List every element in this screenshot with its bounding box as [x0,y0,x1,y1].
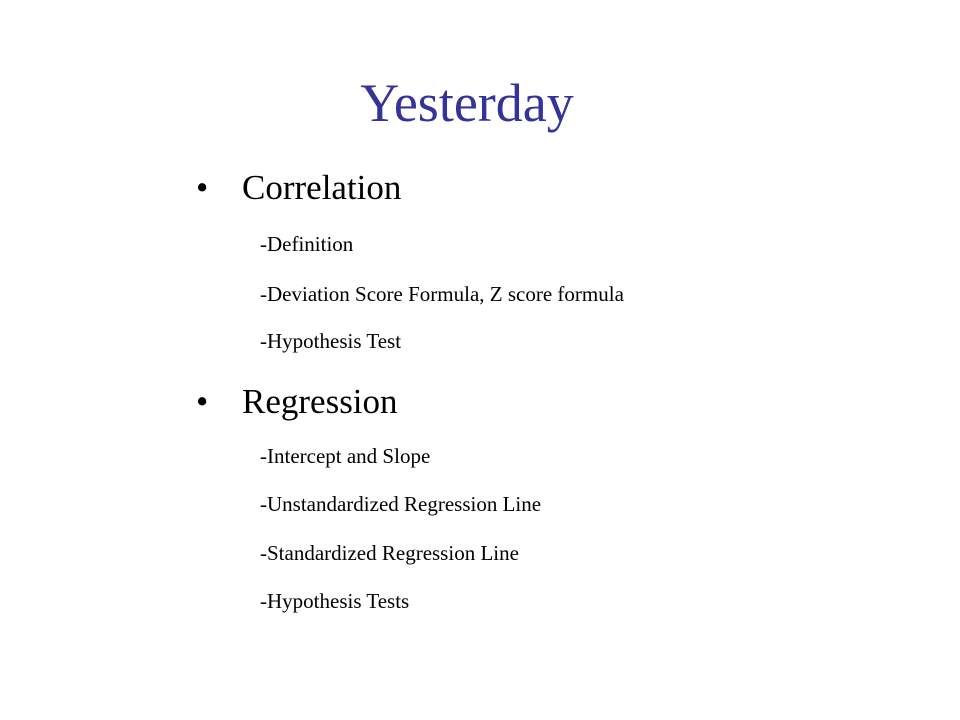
subitem-unstandardized-regression-line: -Unstandardized Regression Line [260,492,542,516]
bullet-heading: Correlation [242,168,402,207]
subitem-standardized-regression-line: -Standardized Regression Line [260,541,519,565]
subitem-intercept-and-slope: -Intercept and Slope [260,444,431,468]
bullet-marker: • [196,382,209,421]
bullet-marker: • [196,168,209,207]
subitem-hypothesis-test: -Hypothesis Test [260,329,402,353]
subitem-hypothesis-tests: -Hypothesis Tests [260,589,410,613]
subitem-deviation-score-formula: -Deviation Score Formula, Z score formula [260,282,624,306]
subitem-definition: -Definition [260,232,354,256]
slide-title: Yesterday [360,73,574,133]
bullet-correlation [196,167,401,209]
bullet-regression [196,381,398,423]
bullet-heading: Regression [242,382,398,421]
